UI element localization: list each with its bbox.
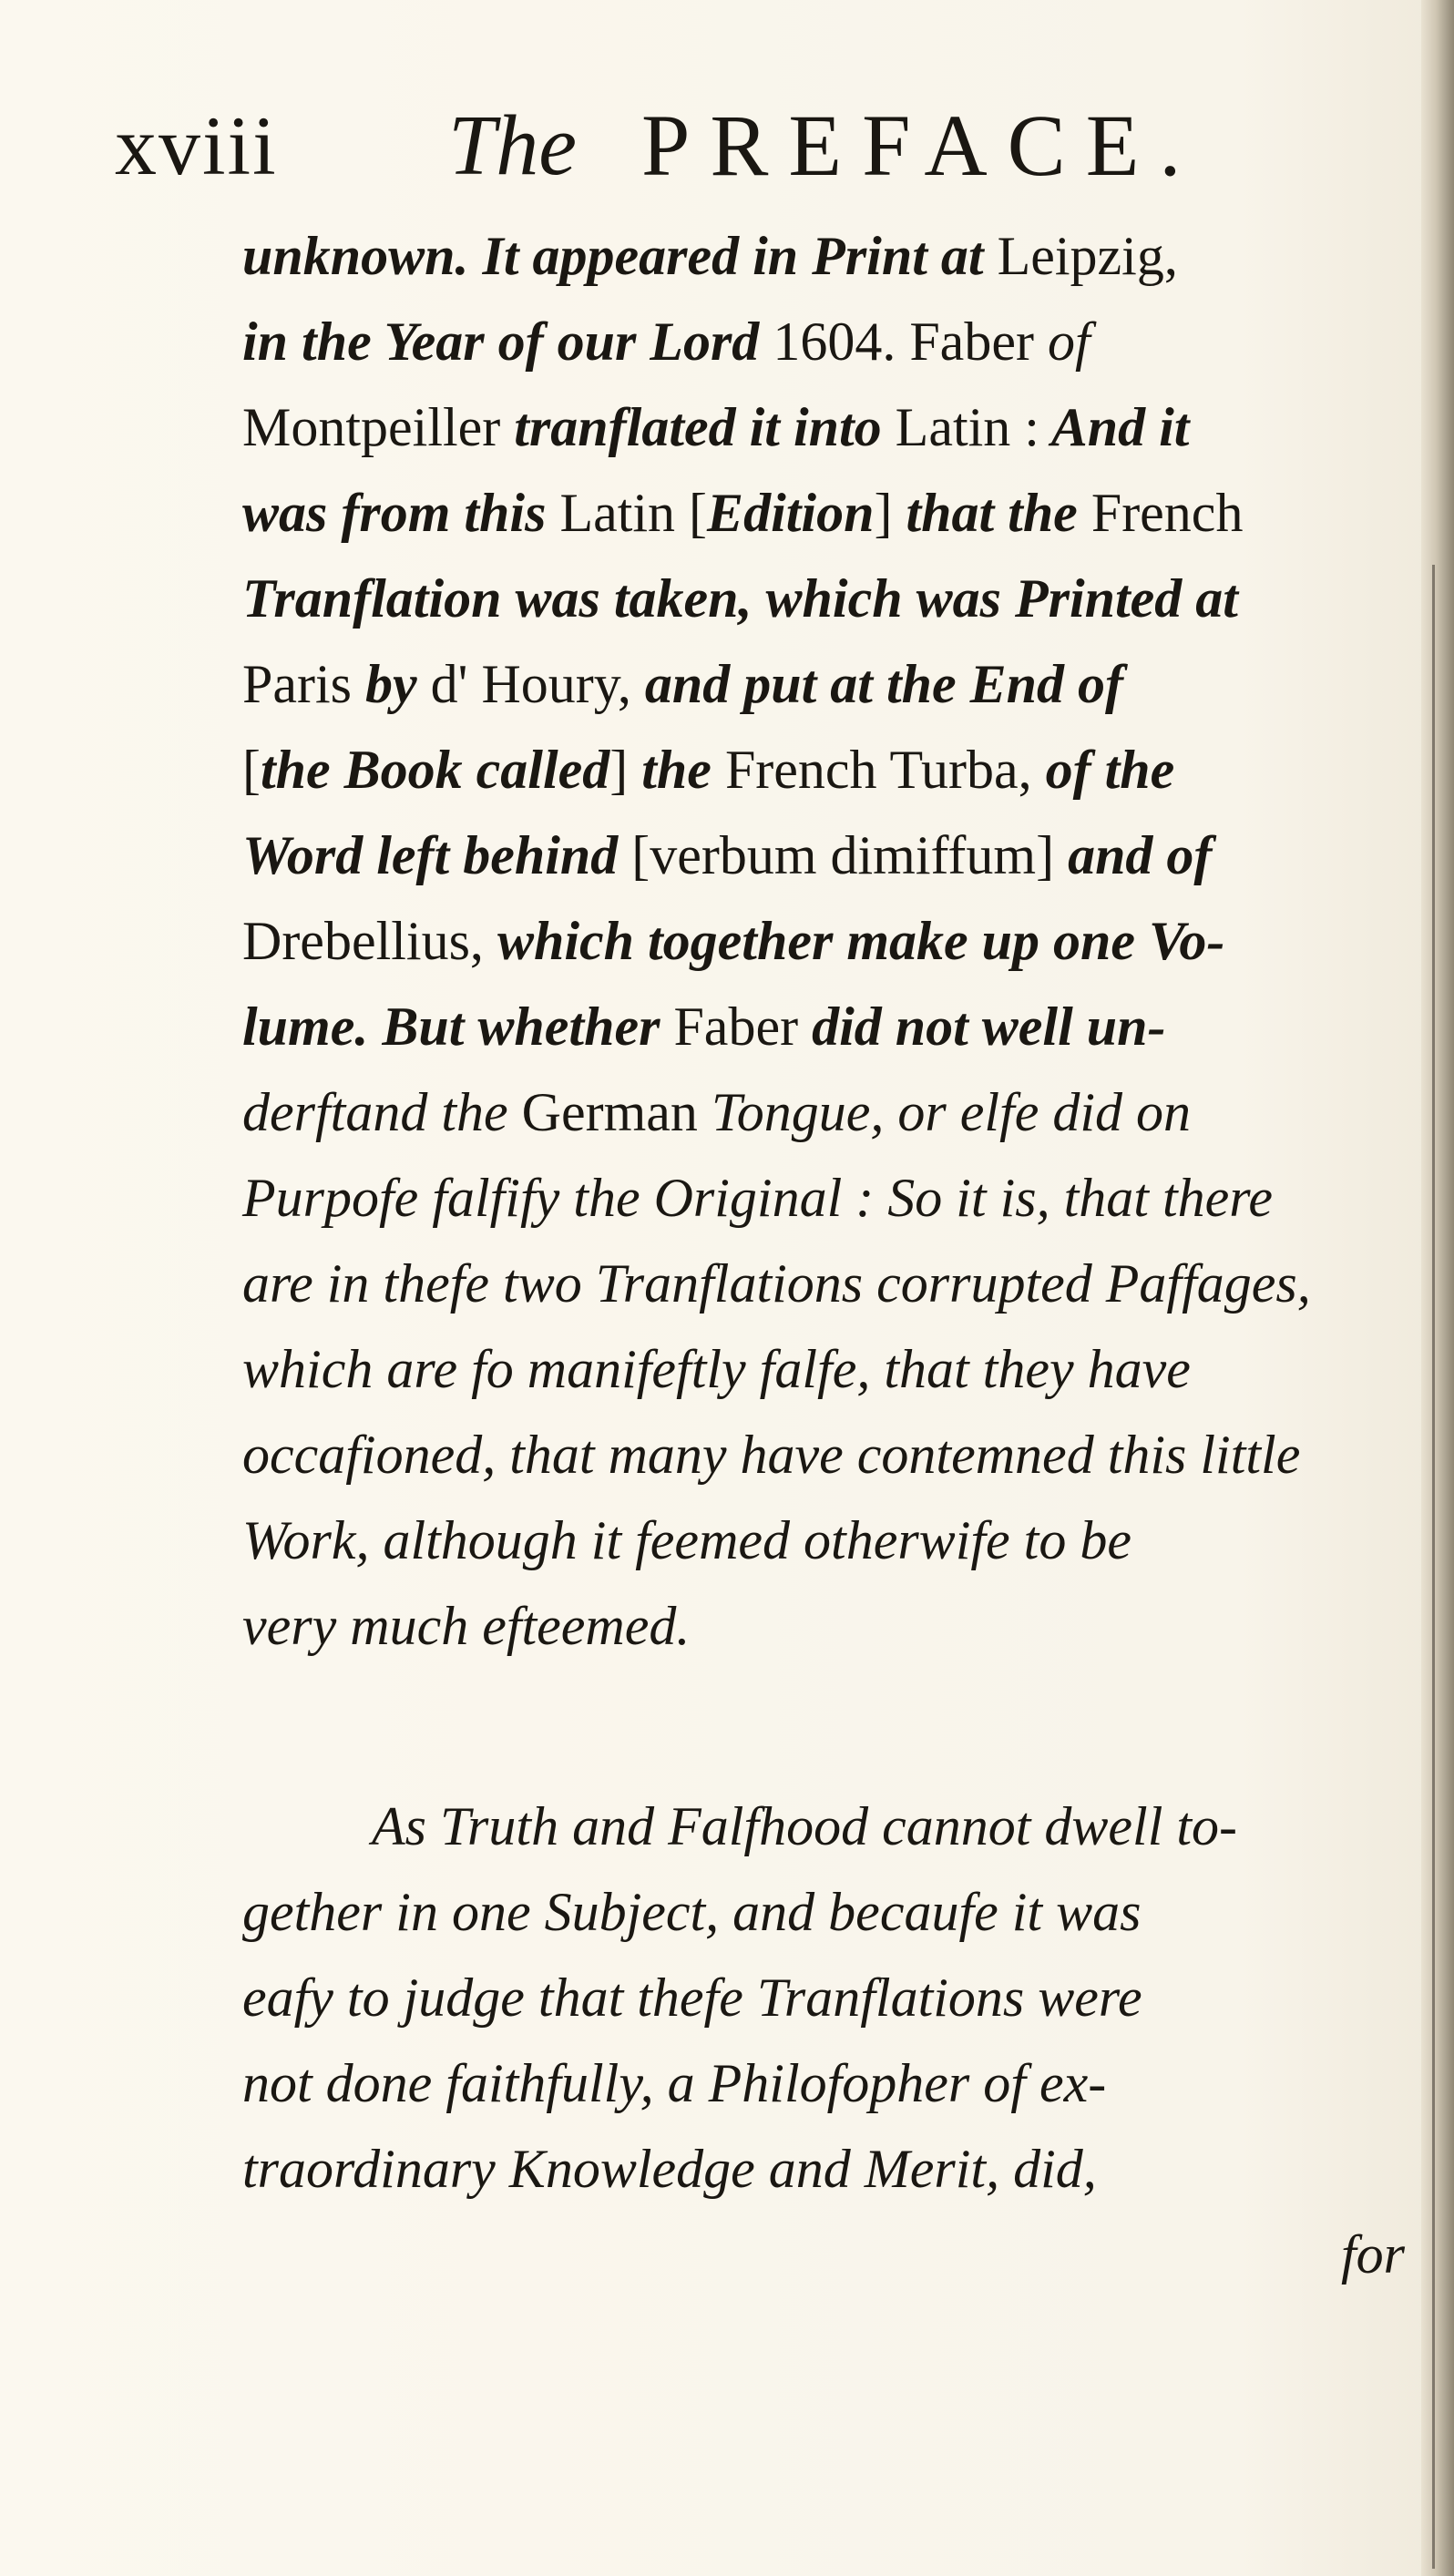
text-line: Tranflation was taken, which was Printed at <box>242 568 1238 629</box>
text-line: derftand the German Tongue, or elfe did on <box>242 1082 1191 1142</box>
text-line: As Truth and Falfhood cannot dwell to- <box>372 1796 1238 1856</box>
text-line: Montpeiller tranflated it into Latin : And it <box>242 397 1190 457</box>
text-line: in the Year of our Lord 1604. Faber of <box>242 312 1090 372</box>
text-line: was from this Latin [Edition] that the French <box>242 483 1244 543</box>
text-line: Paris by d' Houry, and put at the End of <box>242 654 1123 714</box>
header-preface: PREFACE. <box>641 97 1202 194</box>
text-line: not done faithfully, a Philofopher of ex- <box>242 2053 1107 2113</box>
text-line: are in thefe two Tranflations corrupted Paffages, <box>242 1253 1311 1314</box>
text-line: Drebellius, which together make up one Vo- <box>242 911 1225 971</box>
text-line: unknown. It appeared in Print at Leipzig, <box>242 226 1178 286</box>
text-line: very much efteemed. <box>242 1596 691 1656</box>
page-gutter <box>1421 0 1454 2576</box>
text-line: lume. But whether Faber did not well un- <box>242 997 1166 1057</box>
text-line: occafioned, that many have contemned this little <box>242 1425 1301 1485</box>
text-line: eafy to judge that thefe Tranflations were <box>242 1968 1142 2028</box>
text-line: Purpofe falfify the Original : So it is, that there <box>242 1168 1274 1228</box>
text-line: gether in one Subject, and becaufe it was <box>242 1882 1142 1942</box>
text-line: Word left behind [verbum dimiffum] and of <box>242 825 1213 885</box>
gutter-edge-line <box>1432 565 1435 2569</box>
text-line: Work, although it feemed otherwife to be <box>242 1510 1131 1570</box>
catchword: for <box>1340 2224 1405 2285</box>
text-line: traordinary Knowledge and Merit, did, <box>242 2139 1097 2199</box>
text-line: which are fo manifeftly falfe, that they have <box>242 1339 1191 1399</box>
page-number: xviii <box>115 99 278 192</box>
text-line: [the Book called] the French Turba, of the <box>242 740 1175 800</box>
header-the: The <box>448 98 577 193</box>
